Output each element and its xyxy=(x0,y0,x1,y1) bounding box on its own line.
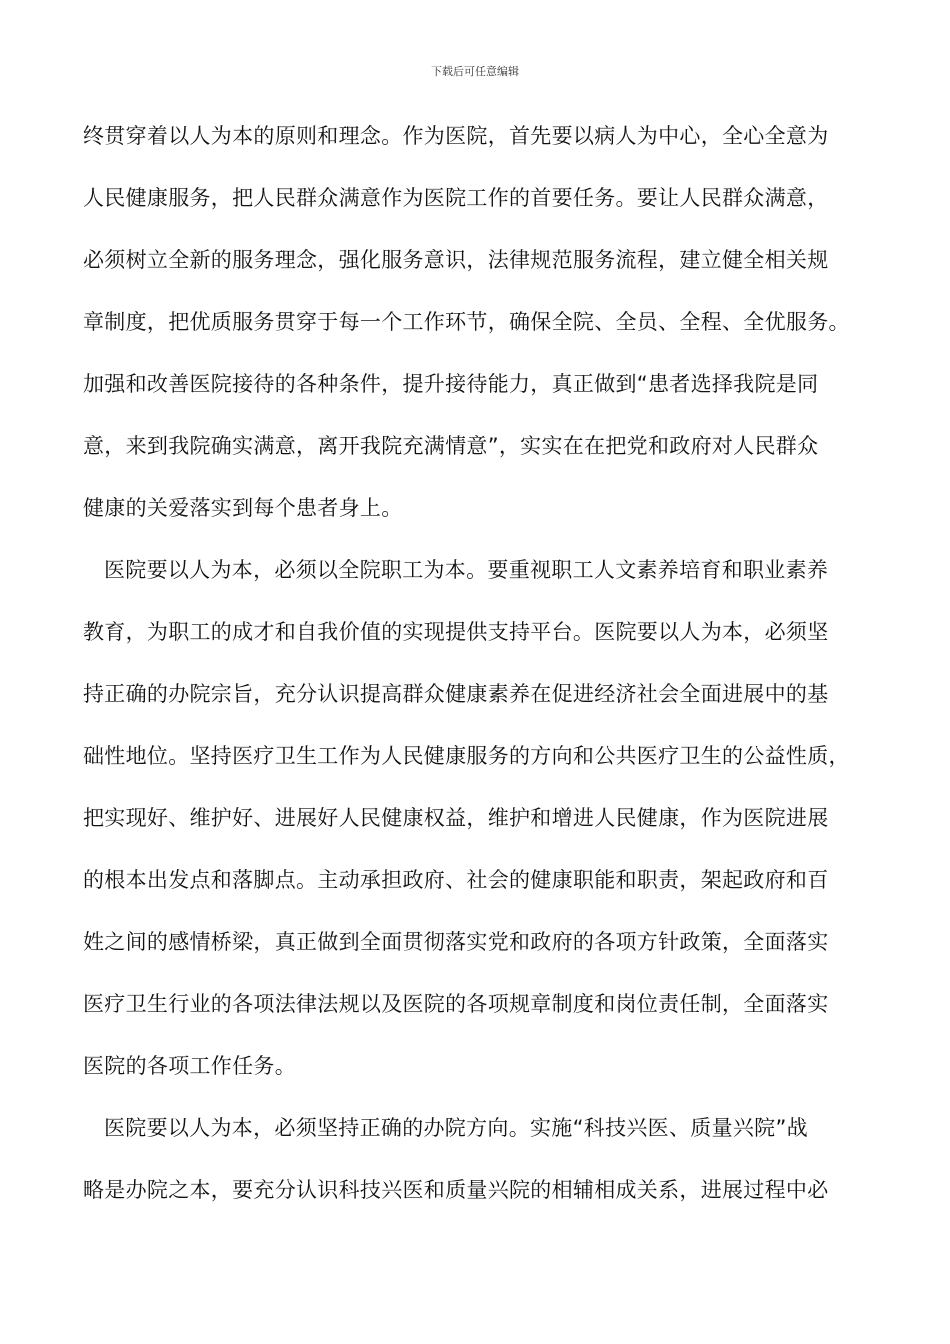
text-line: 略是办院之本，要充分认识科技兴医和质量兴院的相辅相成关系，进展过程中必 xyxy=(83,1178,829,1202)
text-line: 础性地位。坚持医疗卫生工作为人民健康服务的方向和公共医疗卫生的公益性质， xyxy=(83,744,850,768)
text-line: 必须树立全新的服务理念，强化服务意识，法律规范服务流程，建立健全相关规 xyxy=(83,248,829,272)
text-line: 终贯穿着以人为本的原则和理念。作为医院，首先要以病人为中心，全心全意为 xyxy=(83,124,829,148)
text-line: 章制度，把优质服务贯穿于每一个工作环节，确保全院、全员、全程、全优服务。 xyxy=(83,310,850,334)
text-line: 医院的各项工作任务。 xyxy=(83,1054,296,1078)
text-line: 人民健康服务，把人民群众满意作为医院工作的首要任务。要让人民群众满意， xyxy=(83,186,829,210)
text-line: 姓之间的感情桥梁，真正做到全面贯彻落实党和政府的各项方针政策，全面落实 xyxy=(83,930,829,954)
text-line: 把实现好、维护好、进展好人民健康权益，维护和增进人民健康，作为医院进展 xyxy=(83,806,829,830)
paragraph-start-line: 医院要以人为本，必须坚持正确的办院方向。实施“科技兴医、质量兴院”战 xyxy=(104,1116,808,1140)
paragraph-start-line: 医院要以人为本，必须以全院职工为本。要重视职工人文素养培育和职业素养 xyxy=(104,558,829,582)
page-header: 下载后可任意编辑 xyxy=(431,65,519,78)
text-line: 加强和改善医院接待的各种条件，提升接待能力，真正做到“患者选择我院是同 xyxy=(83,372,819,396)
document-body xyxy=(83,113,883,1229)
text-line: 健康的关爱落实到每个患者身上。 xyxy=(83,496,403,520)
text-line: 医疗卫生行业的各项法律法规以及医院的各项规章制度和岗位责任制，全面落实 xyxy=(83,992,829,1016)
text-line: 教育，为职工的成才和自我价值的实现提供支持平台。医院要以人为本，必须坚 xyxy=(83,620,829,644)
text-line: 意，来到我院确实满意，离开我院充满情意”，实实在在把党和政府对人民群众 xyxy=(83,434,819,458)
text-line: 持正确的办院宗旨，充分认识提高群众健康素养在促进经济社会全面进展中的基 xyxy=(83,682,829,706)
text-line: 的根本出发点和落脚点。主动承担政府、社会的健康职能和职责，架起政府和百 xyxy=(83,868,829,892)
